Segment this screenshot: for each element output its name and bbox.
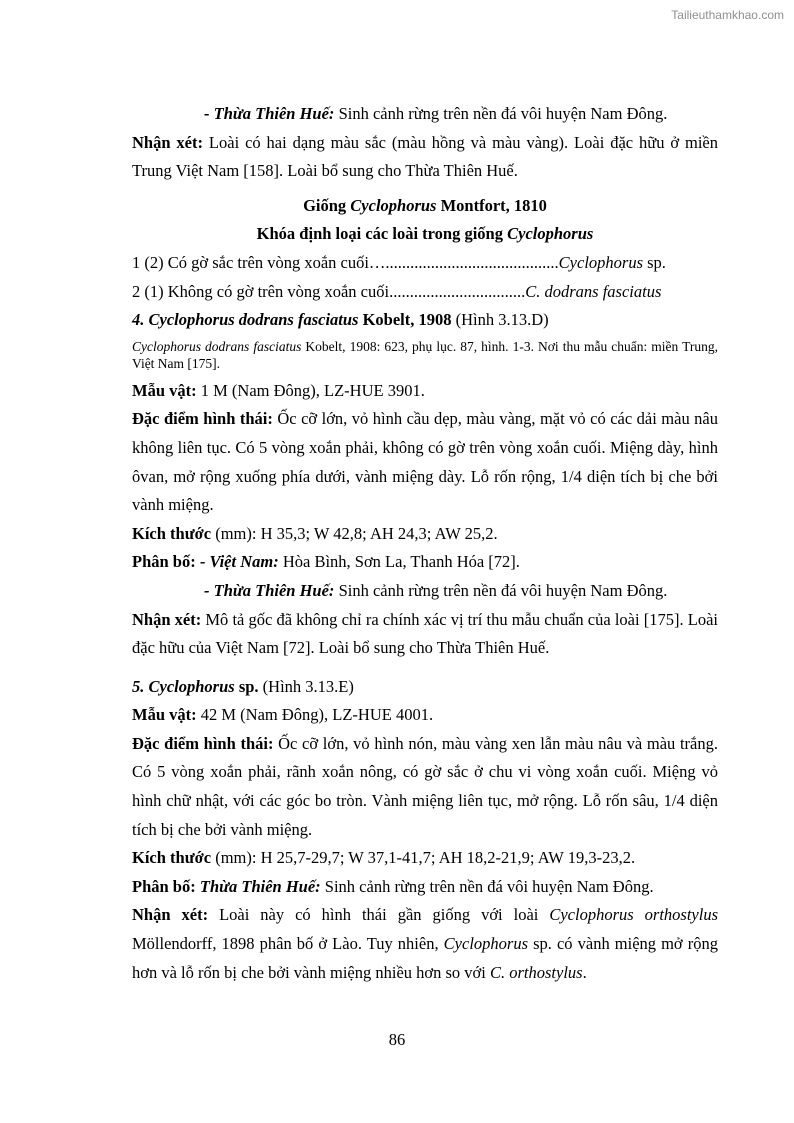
text-run: Nhận xét: xyxy=(132,132,209,152)
species4-morphology xyxy=(132,405,718,519)
paragraph-hue-note-1 xyxy=(132,100,718,129)
species5-remark xyxy=(132,901,718,987)
text-run: 42 M (Nam Đông), LZ-HUE 4001. xyxy=(196,705,434,725)
text-run: Cyclophorus xyxy=(443,934,529,954)
text-run: Việt Nam: xyxy=(209,552,279,572)
text-run: C. dodrans fasciatus xyxy=(525,281,662,301)
text-run: 1 (2) Có gờ sắc trên vòng xoắn cuối….......................................... xyxy=(132,252,559,272)
text-run: Sinh cảnh rừng trên nền đá vôi huyện Nam Đông. xyxy=(320,876,654,896)
text-run: Nhận xét: xyxy=(132,609,206,629)
text-run: Mô tả gốc đã không chỉ ra chính xác vị trí thu mẫu chuẩn của loài [175]. Loài đặc hữu của Việt Nam [72]. Loài bổ sung cho Thừa Thiên Huế. xyxy=(132,609,718,658)
text-run: Mẫu vật: xyxy=(132,705,197,725)
text-run: . xyxy=(582,962,587,982)
key-heading xyxy=(132,220,718,249)
text-run: - Thừa Thiên Huế: xyxy=(204,104,339,123)
text-run: C. orthostylus xyxy=(489,962,583,982)
text-run: (Hình 3.13.D) xyxy=(451,310,549,330)
text-run: Nhận xét: xyxy=(132,905,220,925)
key-line-2 xyxy=(132,278,718,307)
text-run: Kobelt, 1908 xyxy=(358,310,452,330)
species5-distribution xyxy=(132,873,718,902)
text-run: Cyclophorus xyxy=(350,195,437,215)
key-line-1 xyxy=(132,249,718,278)
text-run: Đặc điểm hình thái: xyxy=(132,733,279,753)
species4-distribution xyxy=(132,548,718,577)
text-run: Sinh cảnh rừng trên nền đá vôi huyện Nam Đông. xyxy=(338,104,668,123)
text-run: Möllendorff, 1898 phân bố ở Lào. Tuy nhiên, xyxy=(132,934,444,954)
species4-specimen xyxy=(132,377,718,406)
text-run: Kích thước xyxy=(132,523,212,543)
text-run: - Thừa Thiên Huế: xyxy=(204,580,339,600)
text-run: Cyclophorus dodrans fasciatus xyxy=(132,338,302,354)
text-run: Ốc cỡ lớn, vỏ hình nón, màu vàng xen lẫn màu nâu và màu trắng. Có 5 vòng xoắn phải, rãnh xoắn nông, có gờ sắc ở chu vi vòng xoắn cuối. Miệng vỏ hình chữ nhật, với các góc bo tròn. Vành miệng liên tục, mở rộng. Lỗ rốn sâu, 1/4 diện tích bị che bởi vành miệng. xyxy=(132,733,718,839)
paragraph-remark-1 xyxy=(132,129,718,186)
species5-size xyxy=(132,844,718,873)
text-run: Kích thước xyxy=(132,848,212,868)
species4-distribution-hue xyxy=(132,577,718,606)
text-run: Cyclophorus xyxy=(558,252,644,272)
text-run: 4. Cyclophorus dodrans fasciatus xyxy=(132,310,359,330)
text-run: Cyclophorus orthostylus xyxy=(549,905,718,925)
page-number: 86 xyxy=(388,1030,406,1049)
text-run: Thừa Thiên Huế: xyxy=(199,876,321,896)
watermark-text: Tailieuthamkhao.com xyxy=(671,8,784,22)
text-run: Kobelt, 1908: 623, phụ lục. 87, hình. 1-3. Nơi thu mẫu chuẩn: miền Trung, Việt Nam [175]. xyxy=(132,338,718,372)
text-run: sp. xyxy=(234,676,259,696)
text-run: Montfort, 1810 xyxy=(436,195,547,215)
text-run: Ốc cỡ lớn, vỏ hình cầu dẹp, màu vàng, mặt vỏ có các dải màu nâu không liên tục. Có 5 vòng xoắn phải, không có gờ trên vòng xoắn cuối. Miệng dày, hình ôvan, mở rộng xuống phía dưới, vành miệng dày. Lỗ rốn rộng, 1/4 diện tích bị che bởi vành miệng. xyxy=(132,409,718,515)
text-run: Loài có hai dạng màu sắc (màu hồng và màu vàng). Loài đặc hữu ở miền Trung Việt Nam [158]. Loài bổ sung cho Thừa Thiên Huế. xyxy=(132,132,718,181)
text-run: (Hình 3.13.E) xyxy=(258,676,354,696)
text-run: Hòa Bình, Sơn La, Thanh Hóa [72]. xyxy=(278,552,520,572)
genus-heading xyxy=(132,192,718,221)
species5-morphology xyxy=(132,730,718,844)
text-run: Phân bố: xyxy=(132,876,200,896)
species4-heading xyxy=(132,306,718,335)
text-run: Giống xyxy=(303,195,351,215)
text-run: Loài này có hình thái gần giống với loài xyxy=(219,905,550,925)
text-run: Sinh cảnh rừng trên nền đá vôi huyện Nam Đông. xyxy=(338,580,668,600)
species5-specimen xyxy=(132,701,718,730)
text-run: Mẫu vật: xyxy=(132,380,197,400)
species4-reference xyxy=(132,338,718,373)
species5-heading xyxy=(132,673,718,702)
text-run: Cyclophorus xyxy=(507,224,594,244)
text-run: Phân bố: - xyxy=(132,552,210,572)
text-run: Khóa định loại các loài trong giống xyxy=(256,224,508,244)
text-run: 5. Cyclophorus xyxy=(132,676,235,696)
species4-remark xyxy=(132,606,718,663)
text-run: Đặc điểm hình thái: xyxy=(132,409,278,429)
text-run: (mm): H 25,7-29,7; W 37,1-41,7; AH 18,2-21,9; AW 19,3-23,2. xyxy=(211,848,636,868)
text-run: (mm): H 35,3; W 42,8; AH 24,3; AW 25,2. xyxy=(211,523,498,543)
species4-size xyxy=(132,520,718,549)
text-run: sp. xyxy=(643,252,666,272)
text-run: 2 (1) Không có gờ trên vòng xoắn cuối................................. xyxy=(132,281,526,301)
text-run: 1 M (Nam Đông), LZ-HUE 3901. xyxy=(196,380,425,400)
text-run: sp. có vành miệng mở rộng hơn và lỗ rốn bị che bởi vành miệng nhiều hơn so với xyxy=(132,934,718,982)
